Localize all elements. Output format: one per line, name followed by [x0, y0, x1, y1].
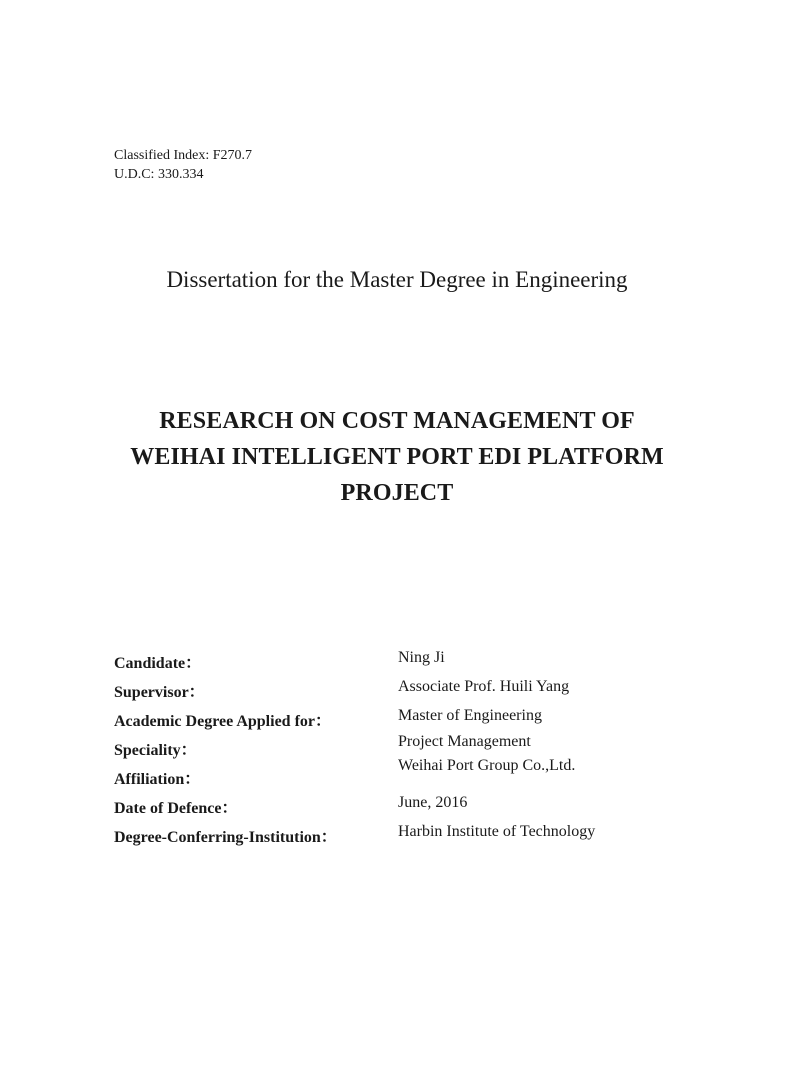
- udc-code: U.D.C: 330.334: [114, 167, 204, 182]
- institution-value: Harbin Institute of Technology: [398, 823, 596, 840]
- title-line-1: RESEARCH ON COST MANAGEMENT OF: [159, 408, 635, 434]
- classification-block: [114, 146, 252, 184]
- info-row-degree: [114, 703, 674, 732]
- supervisor-value: Associate Prof. Huili Yang: [398, 678, 570, 695]
- classified-index: Classified Index: F270.7: [114, 148, 253, 163]
- info-row-candidate: [114, 645, 674, 674]
- institution-label: Degree-Conferring-Institution：: [114, 829, 337, 846]
- title-line-3: PROJECT: [340, 480, 454, 506]
- supervisor-label: Supervisor：: [114, 684, 205, 701]
- defence-date-value: June, 2016: [398, 794, 468, 811]
- degree-label: Academic Degree Applied for：: [114, 713, 331, 730]
- info-row-supervisor: [114, 674, 674, 703]
- degree-heading: Dissertation for the Master Degree in Engineering: [166, 267, 628, 292]
- speciality-label: Speciality：: [114, 742, 197, 759]
- info-row-defence-date: [114, 790, 674, 819]
- defence-date-label: Date of Defence：: [114, 800, 238, 817]
- candidate-value: Ning Ji: [398, 649, 445, 666]
- dissertation-title: [0, 403, 794, 511]
- title-line-2: WEIHAI INTELLIGENT PORT EDI PLATFORM: [130, 444, 664, 470]
- speciality-value: Project Management: [398, 733, 531, 750]
- info-row-speciality: [114, 732, 674, 761]
- degree-value: Master of Engineering: [398, 707, 542, 724]
- affiliation-label: Affiliation：: [114, 771, 201, 788]
- candidate-info: [114, 645, 674, 848]
- candidate-label: Candidate：: [114, 655, 202, 672]
- info-row-institution: [114, 819, 674, 848]
- affiliation-value: Weihai Port Group Co.,Ltd.: [398, 757, 576, 774]
- info-row-affiliation: [114, 757, 674, 790]
